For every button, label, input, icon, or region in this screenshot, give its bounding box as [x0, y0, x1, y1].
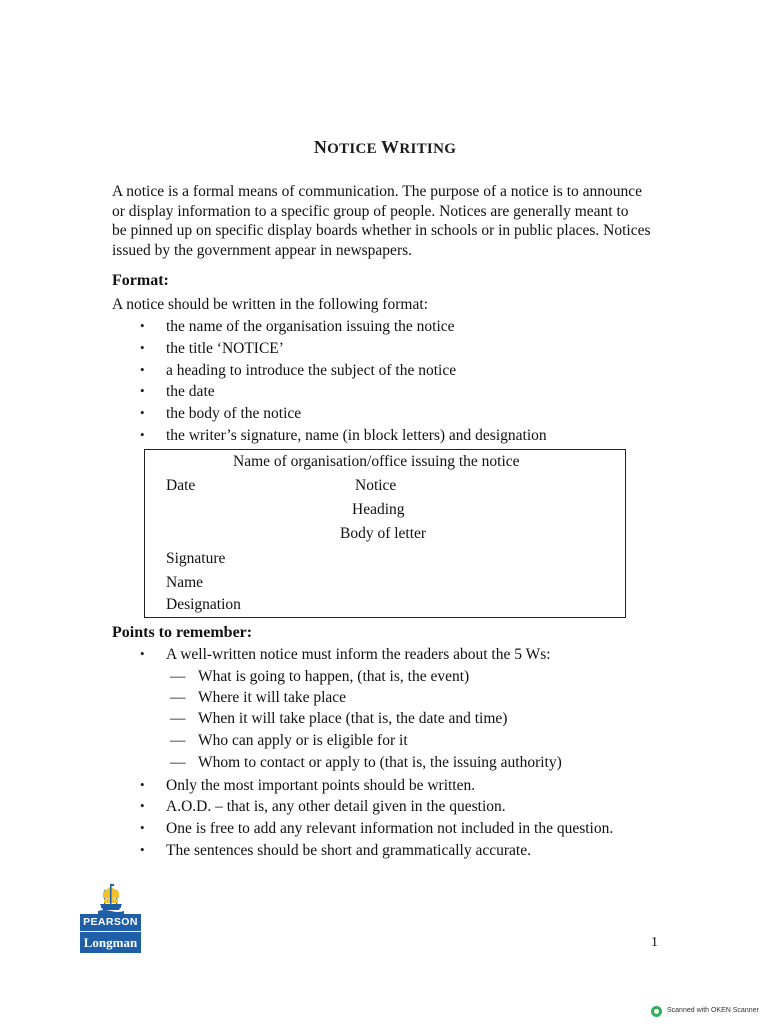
dash-icon: — [170, 754, 186, 771]
title-rest-2: RITING [399, 141, 457, 157]
scanner-text: Scanned with OKEN Scanner [667, 1007, 759, 1014]
bullet-icon: • [140, 842, 145, 857]
box-heading: Heading [352, 501, 405, 518]
scanner-logo-icon [651, 1006, 662, 1017]
format-heading: Format: [112, 272, 169, 289]
box-name: Name [166, 574, 204, 591]
bullet-icon: • [140, 340, 145, 355]
logo-pearson-text: PEARSON [80, 914, 141, 931]
bullet-icon: • [140, 777, 145, 792]
box-org: Name of organisation/office issuing the notice [233, 453, 520, 470]
box-designation: Designation [166, 596, 241, 613]
box-date: Date [166, 477, 196, 494]
title-rest-1: OTICE [327, 141, 377, 157]
title-cap-1: N [313, 137, 328, 157]
bullet-icon: • [140, 798, 145, 813]
bullet-icon: • [140, 646, 145, 661]
dash-icon: — [170, 689, 186, 706]
pearson-longman-logo [80, 884, 141, 954]
bullet-icon: • [140, 362, 145, 377]
dash-icon: — [170, 710, 186, 727]
dash-icon: — [170, 668, 186, 685]
logo-longman-text: Longman [80, 932, 141, 953]
format-lead: A notice should be written in the following format: [112, 296, 428, 313]
intro-line: A notice is a formal means of communication. The purpose of a notice is to announce [112, 183, 643, 200]
page-number: 1 [651, 935, 658, 950]
notice-format-box [144, 449, 626, 618]
bullet-icon: • [140, 405, 145, 420]
intro-paragraph [112, 182, 667, 260]
intro-line: or display information to a specific group of people. Notices are generally meant to [112, 202, 629, 220]
box-body: Body of letter [340, 525, 427, 542]
ship-icon [98, 884, 124, 914]
points-heading: Points to remember: [112, 624, 253, 641]
intro-line: issued by the government appear in newspapers. [112, 241, 413, 259]
bullet-icon: • [140, 318, 145, 333]
bullet-icon: • [140, 820, 145, 835]
box-notice: Notice [355, 477, 397, 494]
bullet-icon: • [140, 427, 145, 442]
bullet-icon: • [140, 383, 145, 398]
box-signature: Signature [166, 550, 226, 567]
page-title [0, 137, 768, 158]
dash-icon: — [170, 732, 186, 749]
intro-line: be pinned up on specific display boards whether in schools or in public places. Notices [112, 222, 651, 239]
title-cap-2: W [381, 137, 400, 157]
